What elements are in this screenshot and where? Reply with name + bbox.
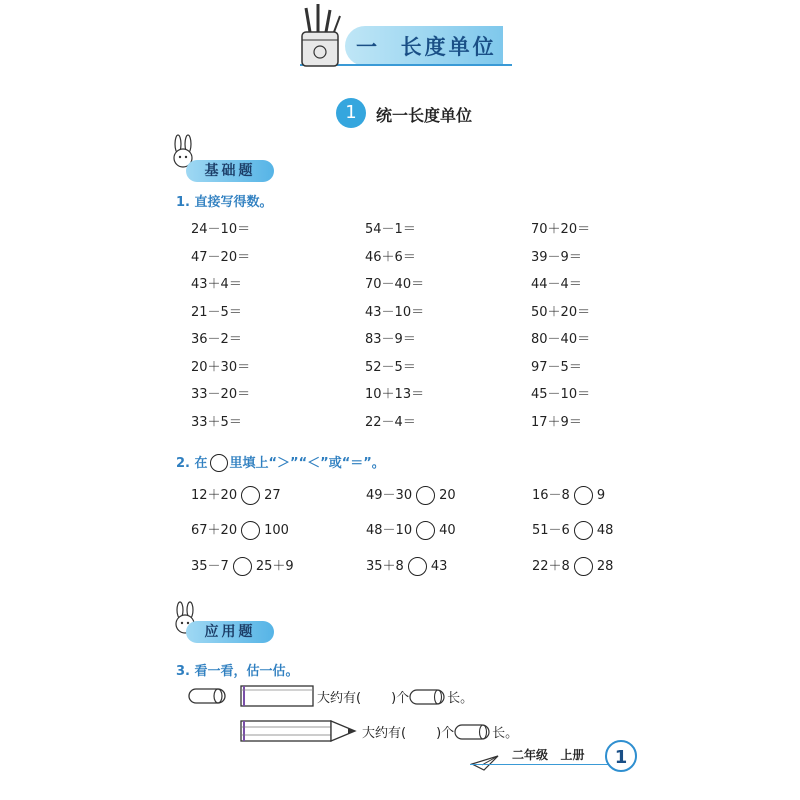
footer-line	[470, 764, 630, 765]
comparison-problem	[532, 484, 605, 505]
answer-circle[interactable]	[416, 521, 435, 540]
section-number: 1	[336, 98, 366, 128]
comparison-problem	[532, 519, 613, 540]
small-cylinder-icon	[409, 689, 447, 705]
arithmetic-problem: 52－5＝	[365, 359, 416, 375]
arithmetic-problem: 17＋9＝	[531, 414, 582, 430]
arithmetic-problem: 22－4＝	[365, 414, 416, 430]
pencil-cup-icon	[294, 2, 346, 70]
comparison-left: 67＋20	[191, 523, 238, 538]
question-2-title	[176, 452, 385, 472]
small-cylinder-icon	[454, 724, 492, 740]
answer-circle[interactable]	[241, 521, 260, 540]
comparison-right: 20	[439, 488, 456, 503]
arithmetic-problem: 47－20＝	[191, 249, 251, 265]
comparison-left: 12＋20	[191, 488, 238, 503]
arithmetic-problem: 97－5＝	[531, 359, 582, 375]
long-bar-icon	[240, 684, 316, 708]
estimate-text-a: 大约有(	[317, 691, 362, 706]
arithmetic-problem: 24－10＝	[191, 222, 251, 237]
section-title: 统一长度单位	[376, 106, 473, 125]
comparison-left: 35－7	[191, 559, 229, 574]
arithmetic-problem: 10＋13＝	[365, 387, 425, 402]
comparison-right: 48	[596, 523, 614, 538]
comparison-problem	[366, 519, 456, 540]
comparison-right: 27	[264, 488, 281, 503]
arithmetic-problem: 36－2＝	[191, 332, 242, 347]
question-2-prefix: 2. 在	[176, 456, 208, 471]
comparison-right: 43	[430, 559, 448, 574]
arithmetic-problem: 43＋4＝	[191, 277, 242, 292]
chapter-title: 一 长度单位	[356, 35, 497, 59]
estimate-text-c: 长。	[492, 726, 519, 741]
comparison-left: 48－10	[366, 523, 413, 538]
estimate-text-a: 大约有(	[362, 726, 407, 741]
estimate-text-b: )个	[436, 726, 455, 741]
comparison-left: 51－6	[532, 523, 570, 538]
basic-section-tag: 基础题	[186, 160, 274, 182]
comparison-right: 40	[439, 523, 456, 538]
page-number: 1	[605, 740, 637, 772]
answer-circle[interactable]	[574, 521, 593, 540]
arithmetic-problem: 70＋20＝	[531, 222, 591, 237]
answer-circle[interactable]	[233, 557, 252, 576]
arithmetic-problem: 21－5＝	[191, 304, 242, 320]
comparison-right: 28	[596, 559, 614, 574]
answer-circle-icon	[210, 454, 228, 472]
arithmetic-problem: 44－4＝	[531, 277, 582, 292]
comparison-left: 16－8	[532, 488, 570, 503]
arithmetic-problem: 43－10＝	[365, 304, 425, 320]
comparison-problem	[366, 555, 447, 576]
answer-circle[interactable]	[241, 486, 260, 505]
arithmetic-problem: 33－20＝	[191, 387, 251, 402]
comparison-right: 25＋9	[255, 559, 294, 574]
question-2-suffix: 里填上“＞”“＜”或“＝”。	[229, 456, 385, 471]
comparison-problem	[532, 555, 613, 576]
comparison-left: 49－30	[366, 488, 413, 503]
arithmetic-problem: 54－1＝	[365, 222, 416, 237]
question-1-title: 1. 直接写得数。	[176, 195, 273, 210]
applied-section-tag: 应用题	[186, 621, 274, 643]
answer-circle[interactable]	[574, 486, 593, 505]
estimate-line-1	[317, 687, 473, 706]
paper-plane-icon	[470, 752, 500, 772]
comparison-right: 9	[596, 488, 606, 503]
estimate-text-b: )个	[391, 691, 410, 706]
arithmetic-problem: 45－10＝	[531, 387, 591, 402]
small-cylinder-icon	[188, 686, 230, 706]
comparison-problem	[191, 484, 281, 505]
arithmetic-problem: 20＋30＝	[191, 359, 251, 375]
comparison-problem	[366, 484, 456, 505]
pencil-icon	[240, 719, 360, 743]
arithmetic-problem: 46＋6＝	[365, 249, 416, 265]
comparison-right: 100	[264, 523, 289, 538]
arithmetic-problem: 83－9＝	[365, 332, 416, 347]
comparison-left: 22＋8	[532, 559, 570, 574]
question-3-title: 3. 看一看，估一估。	[176, 664, 299, 679]
arithmetic-problem: 33＋5＝	[191, 414, 242, 430]
arithmetic-problem: 80－40＝	[531, 332, 591, 347]
comparison-problem	[191, 519, 289, 540]
grade-label: 二年级 上册	[512, 748, 585, 762]
arithmetic-problem: 39－9＝	[531, 249, 582, 265]
answer-circle[interactable]	[416, 486, 435, 505]
answer-circle[interactable]	[408, 557, 427, 576]
estimate-line-2	[362, 722, 518, 741]
answer-circle[interactable]	[574, 557, 593, 576]
comparison-problem	[191, 555, 294, 576]
arithmetic-problem: 50＋20＝	[531, 304, 591, 320]
comparison-left: 35＋8	[366, 559, 404, 574]
arithmetic-problem: 70－40＝	[365, 277, 425, 292]
estimate-text-c: 长。	[447, 691, 474, 706]
